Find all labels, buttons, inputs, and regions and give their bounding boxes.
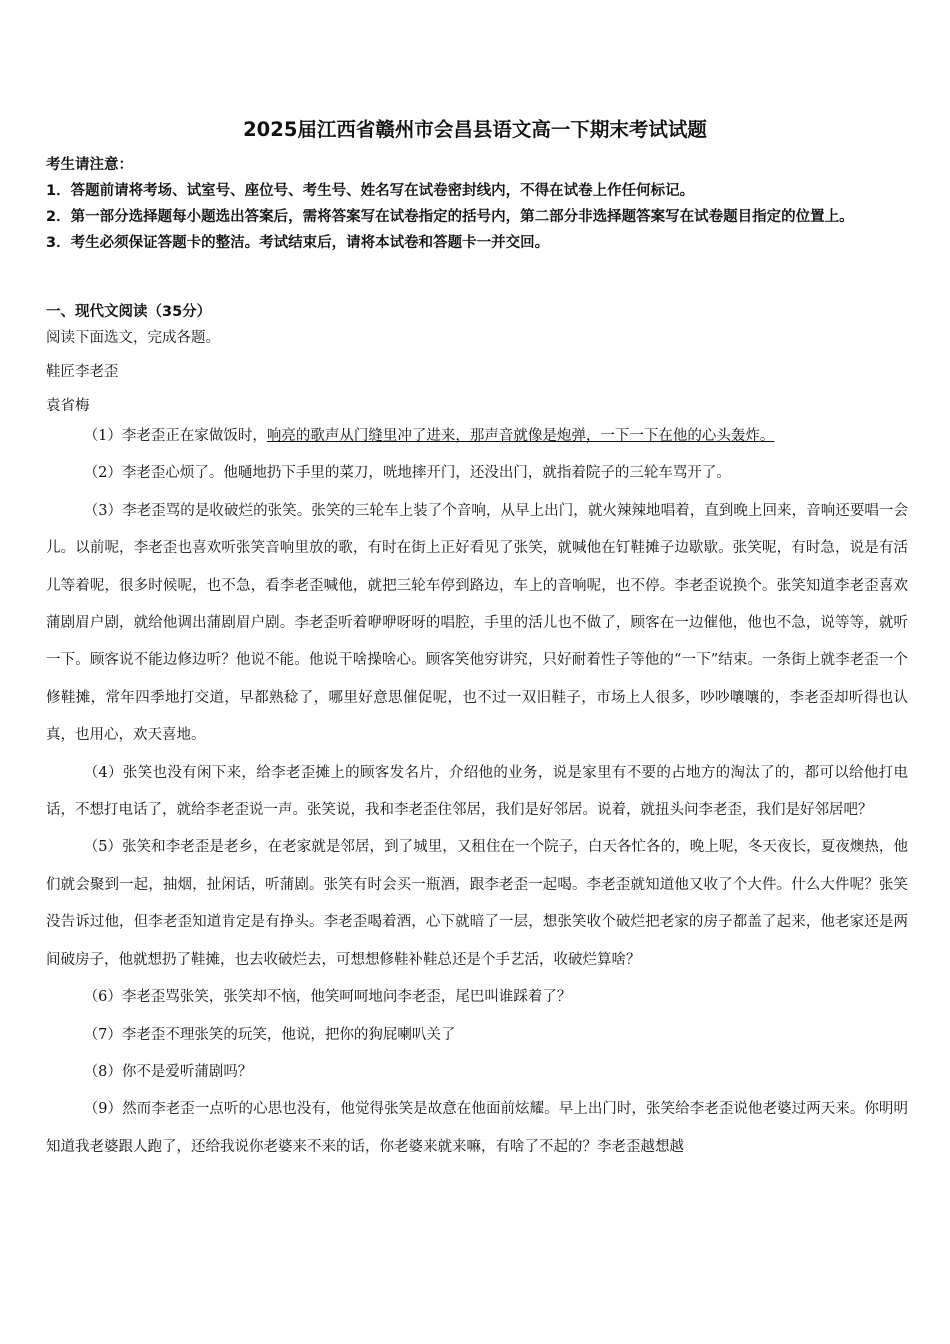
paragraph-3: （3）李老歪骂的是收破烂的张笑。张笑的三轮车上装了个音响，从早上出门，就火辣辣地唱着，直到晚上回来，音响还要唱一会儿。以前呢，李老歪也喜欢听张笑音响里放的歌，有时在街上正好看见了张笑，就喊他在钉鞋摊子边歇歇。张笑呢，有时急，说是有活儿等着呢，很多时候呢，也不急，看李老歪喊他，就把三轮车停到路边，车上的音响呢，也不停。李老歪说换个。张笑知道李老歪喜欢蒲剧眉户剧，就给他调出蒲剧眉户剧。李老歪听着咿咿呀呀的唱腔，手里的活儿也不做了，顾客在一边催他，他也不急，说等等，就听一下。顾客说不能边修边听？他说不能。他说干啥操啥心。顾客笑他穷讲究，只好耐着性子等他的“一下”结束。一条街上就李老歪一个修鞋摊，常年四季地打交道，早都熟稔了，哪里好意思催促呢，也不过一双旧鞋子，市场上人很多，吵吵嚷嚷的，李老歪却听得也认真，也用心，欢天喜地。: [46, 502, 908, 744]
paragraph-6: （6）李老歪骂张笑，张笑却不恼，他笑呵呵地问李老歪，尾巴叫谁踩着了？: [83, 989, 572, 1006]
paragraph-5: （5）张笑和李老歪是老乡，在老家就是邻居，到了城里，又租住在一个院子，白天各忙各的，晚上呢，冬天夜长，夏夜燠热，他们就会聚到一起，抽烟，扯闲话，听蒲剧。张笑有时会买一瓶酒，跟李老歪一起喝。李老歪就知道他又收了个大件。什么大件呢？张笑没告诉过他，但李老歪知道肯定是有挣头。李老歪喝着酒，心下就暗了一层，想张笑收个破烂把老家的房子都盖了起来，他老家还是两间破房子，他就想扔了鞋摊，也去收破烂去，可想想修鞋补鞋总还是个手艺活，收破烂算啥？: [46, 839, 908, 968]
notice-block: [46, 152, 906, 256]
paragraph-1: [46, 418, 908, 455]
paragraph-9: （9）然而李老歪一点听的心思也没有，他觉得张笑是故意在他面前炫耀。早上出门时，张笑给李老歪说他老婆过两天来。你明明知道我老婆跟人跑了，还给我说你老婆来不来的话，你老婆来就来嘛，有啥了不起的？李老歪越想越: [46, 1101, 908, 1155]
paragraph-7: （7）李老歪不理张笑的玩笑，他说，把你的狗屁喇叭关了: [83, 1026, 456, 1043]
paragraph-4: （4）张笑也没有闲下来，给李老歪摊上的顾客发名片，介绍他的业务，说是家里有不要的占地方的淘汰了的，都可以给他打电话，不想打电话了，就给李老歪说一声。张笑说，我和李老歪住邻居，我们是好邻居。说着，就扭头问李老歪，我们是好邻居吧？: [46, 764, 908, 819]
article-author: 袁省梅: [46, 398, 90, 414]
page-title: 2025届江西省赣州市会昌县语文高一下期末考试试题: [243, 118, 707, 141]
paragraph-1-underlined: 响亮的歌声从门缝里冲了进来，那声音就像是炮弹，一下一下在他的心头轰炸。: [266, 428, 775, 444]
article-body: [46, 418, 908, 1166]
section-heading: 一、现代文阅读（35分）: [46, 304, 212, 320]
paragraph-8: （8）你不是爱听蒲剧吗？: [83, 1063, 253, 1080]
paragraph-2: （2）李老歪心烦了。他嗵地扔下手里的菜刀，咣地摔开门，还没出门，就指着院子的三轮车骂开了。: [83, 465, 731, 482]
article-title: 鞋匠李老歪: [46, 364, 119, 380]
reading-instruction: 阅读下面选文，完成各题。: [46, 330, 220, 346]
paragraph-1-prefix: （1）李老歪正在家做饭时，: [83, 428, 267, 444]
notice-item-1: 1．答题前请将考场、试室号、座位号、考生号、姓名写在试卷密封线内，不得在试卷上作任何标记。: [46, 183, 695, 199]
notice-item-3: 3．考生必须保证答题卡的整洁。考试结束后，请将本试卷和答题卡一并交回。: [46, 235, 550, 251]
notice-heading: 考生请注意：: [46, 157, 133, 173]
notice-item-2: 2．第一部分选择题每小题选出答案后，需将答案写在试卷指定的括号内，第二部分非选择题答案写在试卷题目指定的位置上。: [46, 209, 854, 225]
